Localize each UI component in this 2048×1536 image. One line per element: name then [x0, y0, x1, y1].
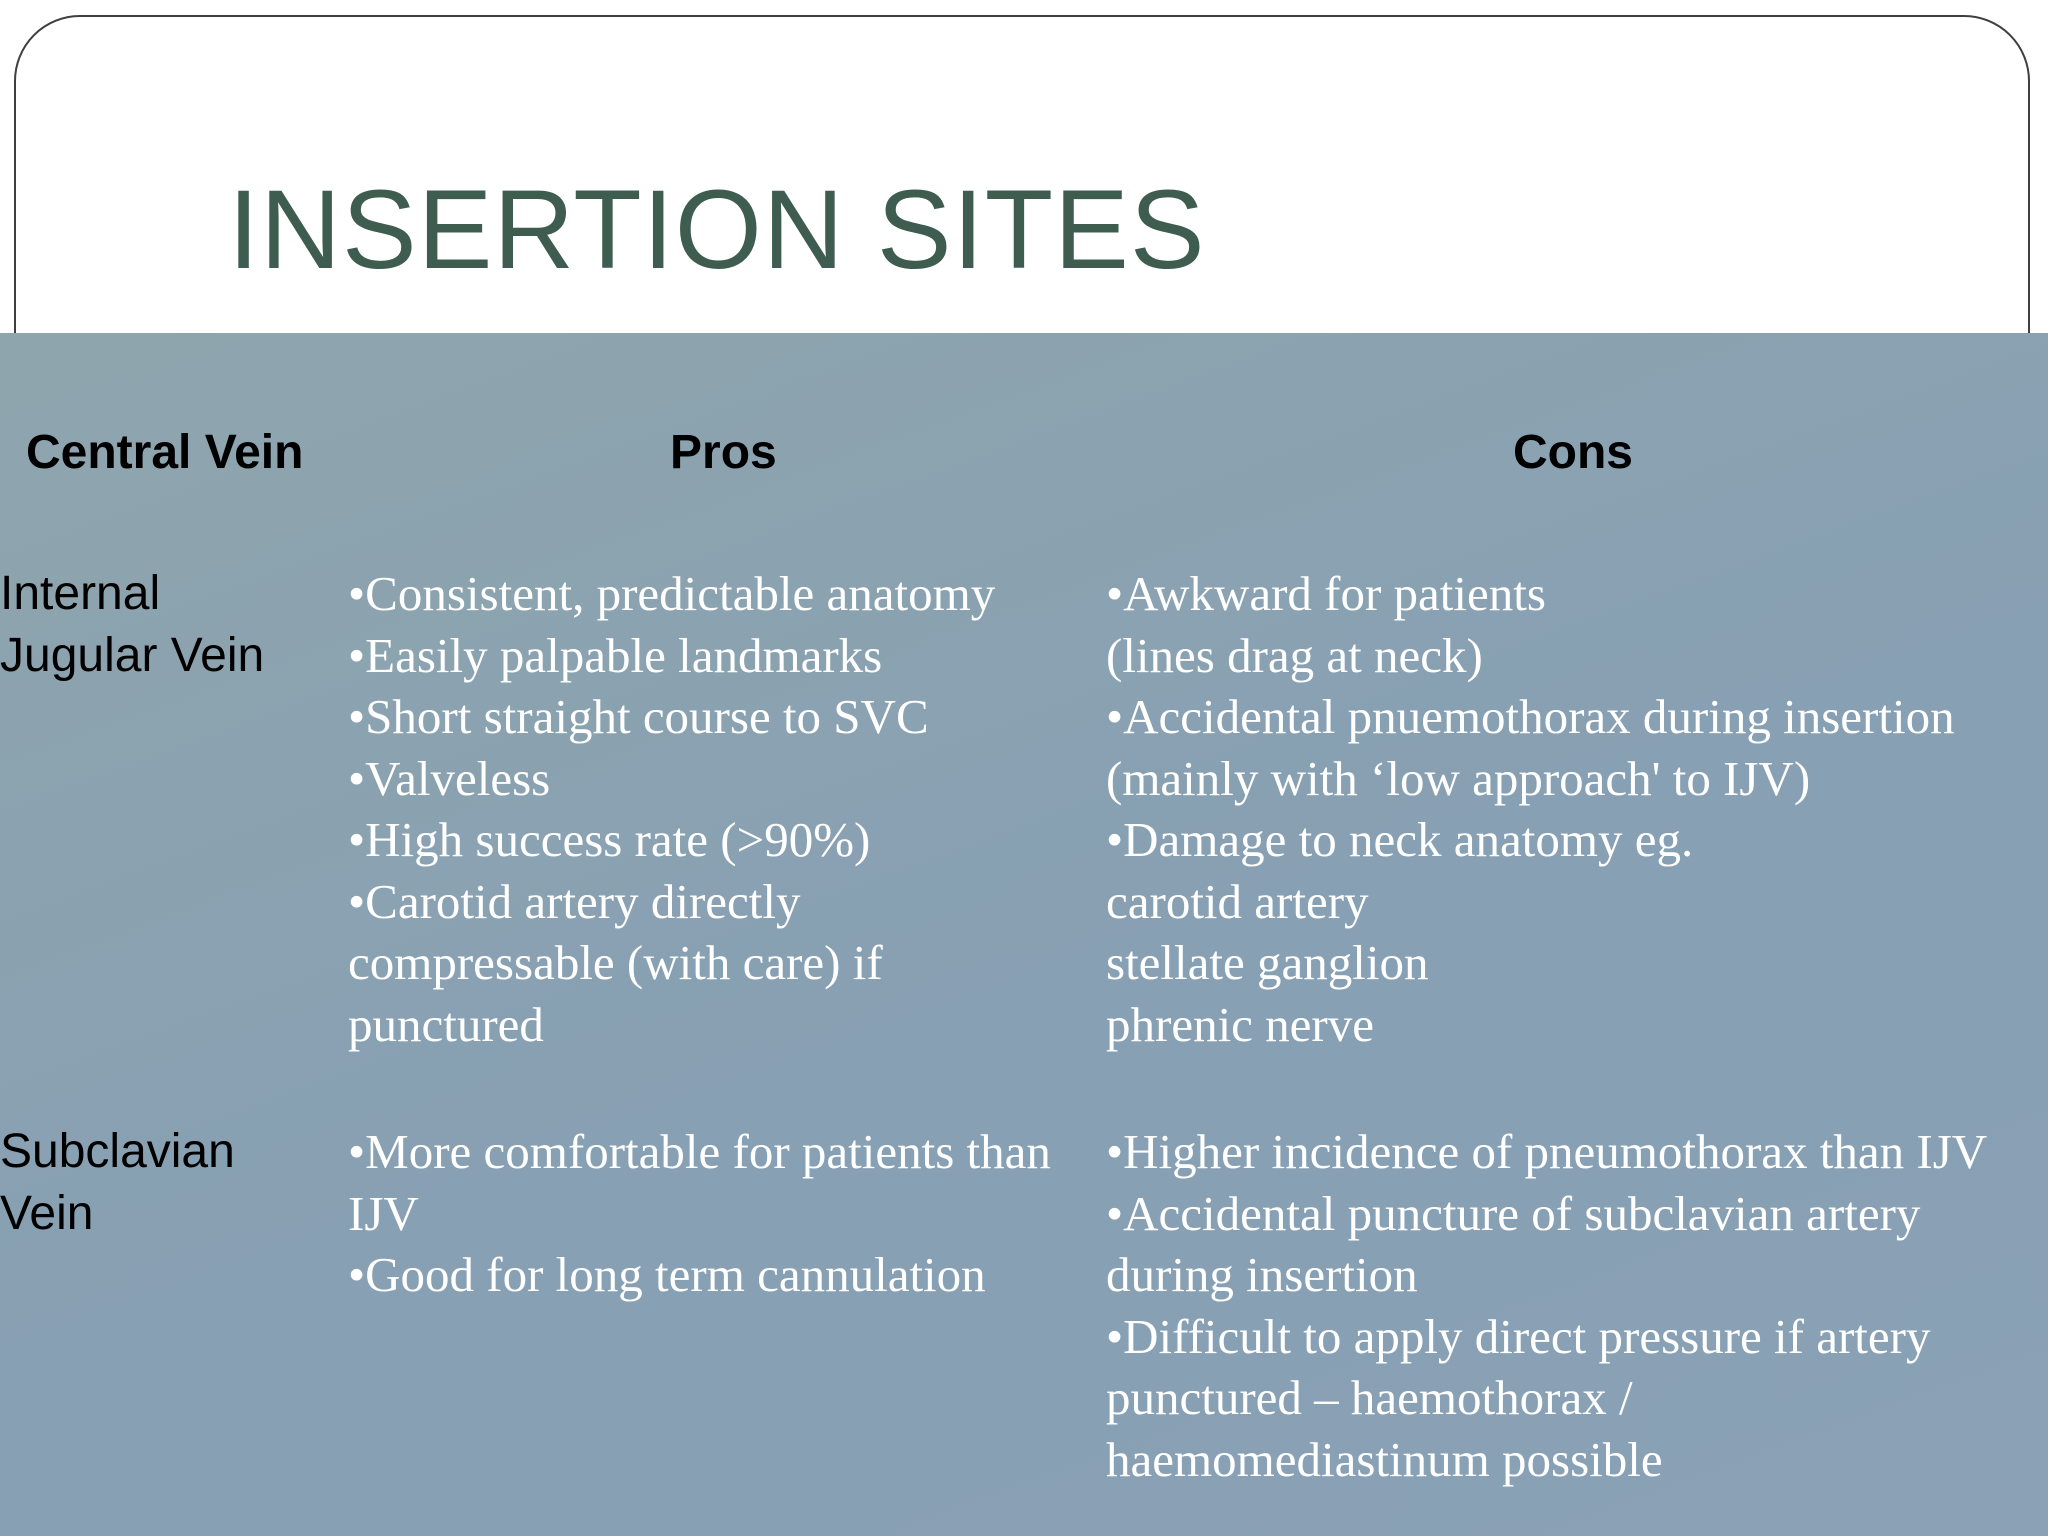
- pros-line: punctured: [348, 996, 544, 1052]
- pros-line: compressable (with care) if: [348, 935, 883, 990]
- pros-line: •High success rate (>90%): [348, 812, 871, 867]
- cons-line: •Accidental pnuemothorax during insertion: [1106, 689, 1955, 744]
- pros-line: IJV: [348, 1185, 419, 1241]
- pros-line: •Valveless: [348, 750, 551, 806]
- vein-name-line: Vein: [0, 1187, 94, 1240]
- row-subclavian-cons: [1106, 1121, 1987, 1490]
- slide-title: INSERTION SITES: [228, 167, 1206, 292]
- cons-line: •Awkward for patients: [1106, 566, 1546, 621]
- row-subclavian-pros: [348, 1121, 1051, 1306]
- cons-line: •Damage to neck anatomy eg.: [1106, 812, 1694, 867]
- vein-name-line: Internal: [0, 567, 161, 620]
- header-central-vein: Central Vein: [26, 426, 304, 479]
- cons-line: carotid artery: [1106, 873, 1369, 929]
- cons-line: •Higher incidence of pneumothorax than IJV: [1106, 1124, 1988, 1179]
- pros-line: •Carotid artery directly: [348, 873, 801, 929]
- row-ijv-vein-name: [0, 563, 264, 687]
- pros-line: •More comfortable for patients than: [348, 1124, 1051, 1179]
- cons-line: •Accidental puncture of subclavian artery: [1106, 1185, 1921, 1241]
- cons-line: (lines drag at neck): [1106, 627, 1483, 683]
- header-pros: Pros: [670, 426, 777, 479]
- cons-line: (mainly with ‘low approach' to IJV): [1106, 750, 1811, 806]
- row-ijv-pros: [348, 563, 995, 1055]
- pros-line: •Good for long term cannulation: [348, 1247, 986, 1302]
- cons-line: haemomediastinum possible: [1106, 1431, 1663, 1487]
- cons-line: •Difficult to apply direct pressure if artery: [1106, 1308, 1931, 1364]
- cons-line: phrenic nerve: [1106, 996, 1374, 1052]
- pros-line: •Easily palpable landmarks: [348, 627, 883, 683]
- row-subclavian-vein-name: [0, 1121, 235, 1245]
- cons-line: stellate ganglion: [1106, 935, 1429, 990]
- vein-name-line: Jugular Vein: [0, 629, 265, 682]
- insertion-sites-table: [0, 333, 2048, 1536]
- cons-line: during insertion: [1106, 1247, 1418, 1302]
- row-ijv-cons: [1106, 563, 1955, 1055]
- pros-line: •Short straight course to SVC: [348, 689, 929, 744]
- header-cons: Cons: [1513, 426, 1633, 479]
- vein-name-line: Subclavian: [0, 1125, 235, 1178]
- pros-line: •Consistent, predictable anatomy: [348, 566, 996, 621]
- cons-line: punctured – haemothorax /: [1106, 1370, 1633, 1425]
